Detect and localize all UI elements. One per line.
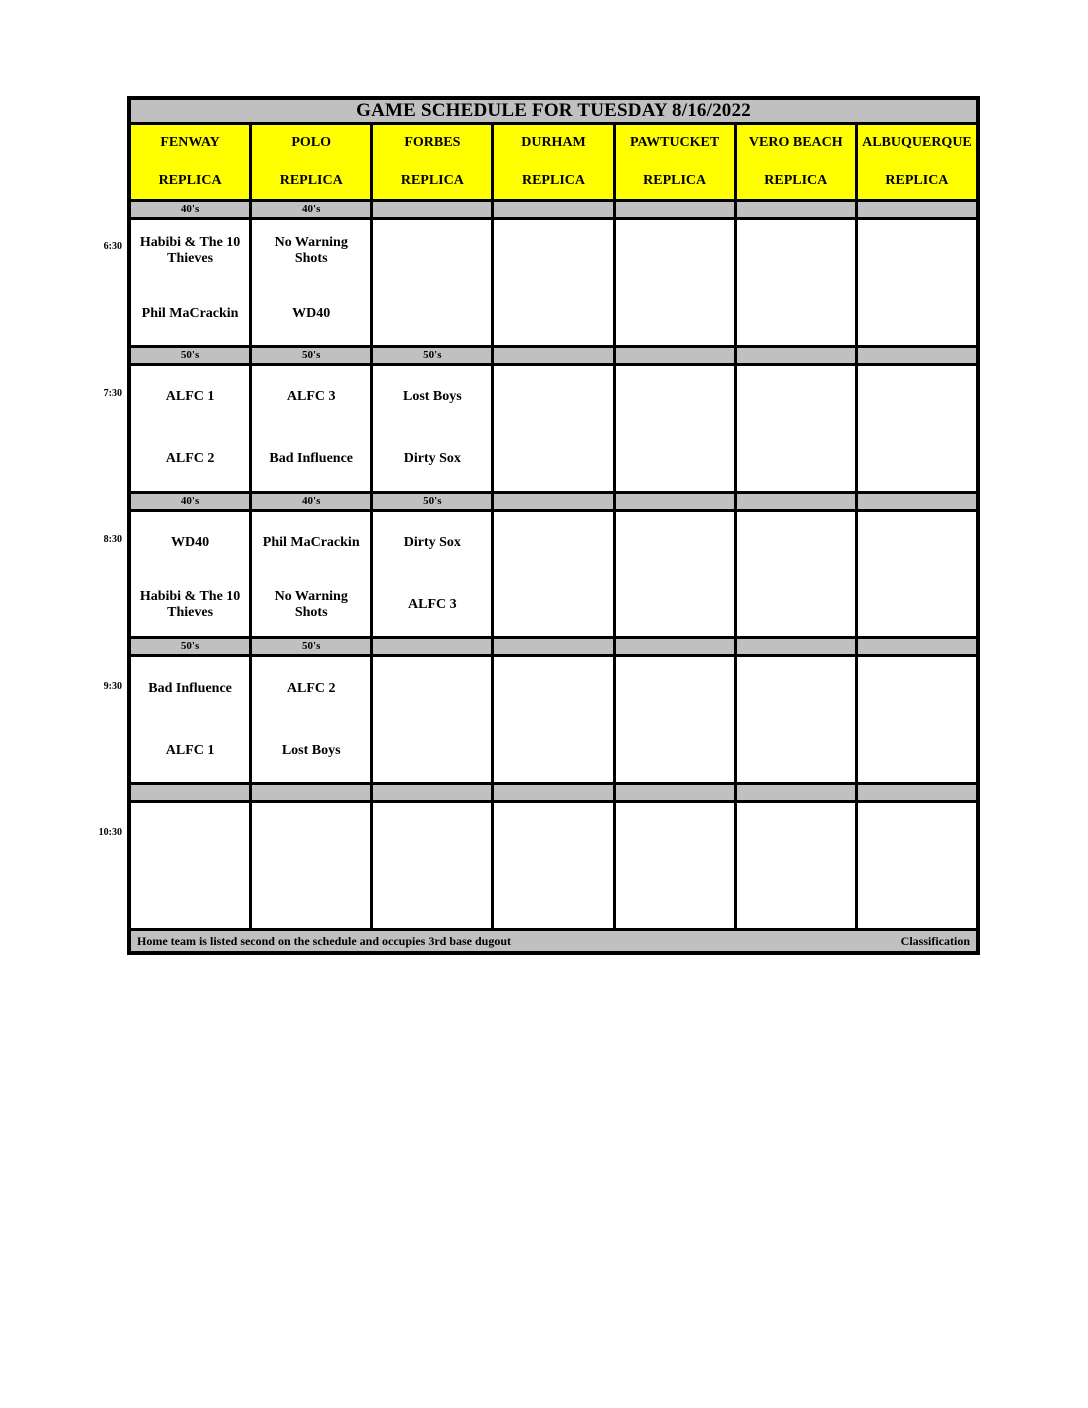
time-label: 10:30 — [98, 827, 122, 838]
team-away: Bad Influence — [148, 680, 232, 696]
age-band-label: 40's — [252, 494, 370, 509]
game-cell — [616, 657, 734, 782]
field-name: ALBUQUERQUE — [862, 135, 972, 151]
team-away — [858, 220, 976, 282]
game-cell — [737, 657, 855, 782]
team-away — [737, 512, 855, 574]
footer-note: Home team is listed second on the schedule and occupies 3rd base dugout — [137, 933, 512, 948]
team-home — [737, 282, 855, 344]
team-away — [616, 512, 734, 574]
game-cell — [252, 803, 370, 928]
team-away: WD40 — [171, 534, 210, 550]
team-home — [858, 282, 976, 344]
team-home — [373, 866, 491, 928]
team-home: Dirty Sox — [403, 451, 461, 467]
team-home: Habibi & The 10 Thieves — [139, 589, 241, 621]
team-home — [858, 428, 976, 490]
game-cell — [616, 366, 734, 491]
age-band-label — [737, 348, 855, 363]
age-band-label — [616, 785, 734, 800]
field-replica-label: REPLICA — [643, 172, 707, 188]
field-header — [373, 125, 491, 199]
game-cell — [494, 803, 612, 928]
team-away — [131, 803, 249, 865]
game-cell — [858, 512, 976, 637]
field-name: POLO — [291, 135, 332, 151]
game-cell — [858, 657, 976, 782]
game-cell — [737, 366, 855, 491]
team-home — [858, 720, 976, 782]
team-away — [616, 657, 734, 719]
field-header — [494, 125, 612, 199]
age-band-label — [858, 494, 976, 509]
game-cell — [373, 803, 491, 928]
team-home — [737, 428, 855, 490]
game-cell — [858, 366, 976, 491]
team-away — [737, 220, 855, 282]
age-band-label — [858, 202, 976, 217]
time-label: 9:30 — [103, 681, 122, 692]
game-cell — [737, 512, 855, 637]
field-name: PAWTUCKET — [630, 135, 720, 151]
team-home — [373, 282, 491, 344]
team-away — [858, 657, 976, 719]
team-home — [494, 428, 612, 490]
team-home: Lost Boys — [281, 742, 341, 758]
game-cell — [373, 512, 491, 637]
field-replica-label: REPLICA — [158, 172, 222, 188]
team-home: ALFC 1 — [165, 742, 215, 758]
field-header — [737, 125, 855, 199]
field-name: VERO BEACH — [748, 135, 843, 151]
team-home: Bad Influence — [269, 451, 354, 467]
game-cell — [373, 657, 491, 782]
team-away — [616, 366, 734, 428]
age-band-label: 50's — [373, 494, 491, 509]
field-header — [131, 125, 249, 199]
age-band-label — [858, 348, 976, 363]
team-home — [616, 720, 734, 782]
age-band-label — [494, 639, 612, 654]
game-cell — [616, 803, 734, 928]
game-cell — [131, 512, 249, 637]
team-away — [858, 512, 976, 574]
game-cell — [131, 366, 249, 491]
age-band-label — [494, 202, 612, 217]
field-name: DURHAM — [521, 135, 586, 151]
game-cell — [373, 366, 491, 491]
game-cell — [252, 366, 370, 491]
game-cell — [616, 512, 734, 637]
team-home — [858, 866, 976, 928]
game-cell — [737, 220, 855, 345]
age-band-label: 50's — [131, 348, 249, 363]
team-away — [616, 220, 734, 282]
footer-bar — [131, 931, 976, 951]
age-band-label — [616, 639, 734, 654]
team-home — [737, 866, 855, 928]
field-replica-label: REPLICA — [521, 172, 585, 188]
team-home — [494, 574, 612, 636]
age-band-label: 40's — [131, 202, 249, 217]
team-away — [494, 803, 612, 865]
field-replica-label: REPLICA — [279, 172, 343, 188]
age-band-label — [373, 639, 491, 654]
age-band-label: 50's — [131, 639, 249, 654]
game-cell — [494, 220, 612, 345]
team-away — [494, 220, 612, 282]
game-cell — [858, 803, 976, 928]
team-away — [737, 803, 855, 865]
team-home: No Warning Shots — [274, 589, 348, 621]
age-band-label — [616, 348, 734, 363]
age-band-label — [131, 785, 249, 800]
team-away — [494, 366, 612, 428]
field-name: FORBES — [404, 135, 461, 151]
team-away: No Warning Shots — [274, 235, 348, 267]
age-band-label — [616, 494, 734, 509]
age-band-label: 40's — [252, 202, 370, 217]
age-band-label — [494, 785, 612, 800]
schedule-title: GAME SCHEDULE FOR TUESDAY 8/16/2022 — [131, 100, 976, 122]
game-cell — [373, 220, 491, 345]
team-away — [494, 657, 612, 719]
schedule-table — [127, 96, 980, 955]
team-away — [737, 366, 855, 428]
game-cell — [252, 512, 370, 637]
team-away — [373, 657, 491, 719]
game-cell — [131, 657, 249, 782]
age-band-label — [737, 639, 855, 654]
age-band-label — [373, 785, 491, 800]
game-cell — [131, 803, 249, 928]
game-cell — [737, 803, 855, 928]
team-home — [616, 574, 734, 636]
age-band-label — [373, 202, 491, 217]
age-band-label: 50's — [252, 348, 370, 363]
team-away: Habibi & The 10 Thieves — [139, 235, 241, 267]
age-band-label — [494, 348, 612, 363]
team-home — [494, 282, 612, 344]
age-band-label: 40's — [131, 494, 249, 509]
team-away — [252, 803, 370, 865]
age-band-label — [252, 785, 370, 800]
game-cell — [494, 657, 612, 782]
time-label: 7:30 — [103, 388, 122, 399]
age-band-label — [616, 202, 734, 217]
field-replica-label: REPLICA — [400, 172, 464, 188]
team-home: ALFC 2 — [165, 451, 215, 467]
team-home — [373, 720, 491, 782]
age-band-label — [737, 494, 855, 509]
team-away: ALFC 1 — [165, 388, 215, 404]
team-away — [858, 366, 976, 428]
time-label: 8:30 — [103, 534, 122, 545]
team-home — [737, 574, 855, 636]
team-away — [494, 512, 612, 574]
field-header — [616, 125, 734, 199]
field-replica-label: REPLICA — [764, 172, 828, 188]
team-home — [858, 574, 976, 636]
time-label: 6:30 — [103, 241, 122, 252]
age-band-label — [858, 639, 976, 654]
age-band-label: 50's — [373, 348, 491, 363]
age-band-label — [737, 785, 855, 800]
game-cell — [131, 220, 249, 345]
game-cell — [252, 657, 370, 782]
field-header — [858, 125, 976, 199]
game-cell — [616, 220, 734, 345]
team-home: WD40 — [292, 305, 331, 321]
age-band-label: 50's — [252, 639, 370, 654]
team-away: Phil MaCrackin — [262, 534, 360, 550]
field-replica-label: REPLICA — [885, 172, 949, 188]
team-away — [373, 220, 491, 282]
team-away — [616, 803, 734, 865]
team-home — [616, 866, 734, 928]
team-away: Dirty Sox — [403, 534, 461, 550]
team-home — [131, 866, 249, 928]
team-away — [373, 803, 491, 865]
team-home — [494, 720, 612, 782]
age-band-label — [858, 785, 976, 800]
team-home — [252, 866, 370, 928]
age-band-label — [494, 494, 612, 509]
team-away: ALFC 2 — [286, 680, 336, 696]
team-away — [737, 657, 855, 719]
game-cell — [252, 220, 370, 345]
game-cell — [858, 220, 976, 345]
field-header — [252, 125, 370, 199]
team-away: ALFC 3 — [286, 388, 336, 404]
team-home — [494, 866, 612, 928]
game-cell — [494, 512, 612, 637]
footer-classification-label: Classification — [900, 933, 970, 948]
team-home — [737, 720, 855, 782]
team-home — [616, 282, 734, 344]
team-home: ALFC 3 — [408, 597, 457, 613]
game-cell — [494, 366, 612, 491]
age-band-label — [737, 202, 855, 217]
team-away — [858, 803, 976, 865]
team-home — [616, 428, 734, 490]
team-away: Lost Boys — [402, 388, 462, 404]
team-home: Phil MaCrackin — [141, 305, 239, 321]
field-name: FENWAY — [160, 135, 220, 151]
